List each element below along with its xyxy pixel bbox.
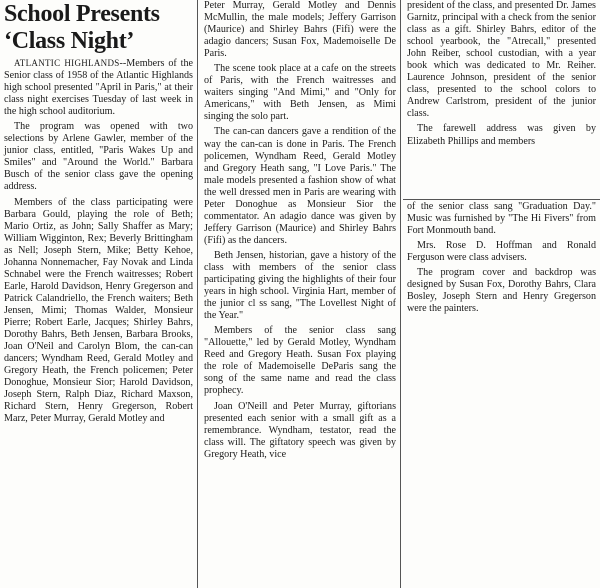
column-1-body <box>4 57 193 425</box>
paragraph: of the senior class sang "Graduation Day." Music was furnished by "The Hi Fivers" from Fort Monmouth band. <box>407 201 596 237</box>
paragraph: Joan O'Neill and Peter Murray, giftorians presented each senior with a small gift as a remembrance. Wyndham, testator, read the class will. The giftatory speech was given by Gregory Heath, vice <box>204 400 396 460</box>
paragraph: Beth Jensen, historian, gave a history of the class with members of the senior class participating giving the highlights of their four years in high school. Virginia Hart, member of the junior cl ss sang, "The Lovellest Night of the Year." <box>204 249 396 322</box>
paragraph: The can-can dancers gave a rendition of the way the can-can is done in Paris. The French policemen, Wyndham Reed, Gerald Motley and Gregory Heath sang, "I Love Paris." The male models presented a fashion show of what the well dressed men in Paris are wearing with Peter Donoghue as Monsieur Sior the commentator. An adagio dance was given by Jeffery Garrison (Maurice) and Shirley Bahrs (Fifi) as the dancers. <box>204 126 396 246</box>
column-2-body <box>204 0 396 461</box>
headline <box>4 1 197 55</box>
paragraph: Members of the class participating were Barbara Gould, playing the role of Beth; Mario Ortiz, as John; Sally Shaffer as Mary; William Wigginton, Rex; Beverly Brittingham as Nell; Joseph Stern, Mike; Betty Kehoe, Johanna Nonnemacher, Fay Novak and Linda Schnabel were the French waitresses; Robert Earle, Harold Davidson, Henry Gregerson and Patrick Calandriello, the French waiters; Beth Jensen, Mimi; Thomas Walder, Monsieur Pierre; Robert Earle, Jacques; Shirley Bahrs, Dorothy Bahrs, Beth Jensen, Barbara Brooks, Joan O'Neil and Carolyn Blom, the can-can dancers; Wyndham Reed, Gerald Motley and Gregory Heath, the French policemen; Peter Donoghue, Monsieur Sior; Harold Davidson, Joseph Stern, Ralph Diaz, Richard Maxson, Richard Stern, Henry Gregerson, Robert Marz, Peter Murray, Gerald Motley and <box>4 196 193 425</box>
paragraph: The program was opened with two selections by Arlene Gawler, member of the junior class, entitled, "Paris Wakes Up and Smiles" and "Around the World." Barbara Busch of the senior class gave the opening address. <box>4 121 193 193</box>
headline-line-1: School Presents <box>4 1 160 27</box>
paragraph: The program cover and backdrop was designed by Susan Fox, Dorothy Bahrs, Clara Bosley, Joseph Stern and Henry Gregerson were the painters. <box>407 267 596 315</box>
lead-text: --Members of the Senior class of 1958 of the Atlantic Highlands high school presented "April in Paris," at their class night exercises Tuesday of last week in the high school auditorium. <box>4 58 193 118</box>
dateline: ATLANTIC HIGHLANDS <box>14 58 120 68</box>
column-1 <box>0 0 198 588</box>
lead-paragraph <box>4 57 193 118</box>
column-3-top <box>403 0 600 200</box>
column-3-top-body <box>407 0 596 148</box>
paragraph: president of the class, and presented Dr. James Garnitz, principal with a check from the senior class as a gift. Shirley Bahrs, editor of the school yearbook, the "Atrecall," presented John Reiber, school custodian, with a year book which was dedicated to Mr. Reiher. Laurence Johnson, president of the senior class, presented to the school colors to Andrew Carlstrom, president of the junior class. <box>407 0 596 120</box>
column-3-bottom-body <box>407 201 596 315</box>
headline-line-2: ‘Class Night’ <box>4 28 135 54</box>
column-2 <box>200 0 401 588</box>
column-3-bottom <box>403 201 600 321</box>
paragraph: The farewell address was given by Elizabeth Phillips and members <box>407 123 596 147</box>
paragraph: The scene took place at a cafe on the streets of Paris, with the French waitresses and waiters singing "And Mimi," and "Only for Americans," with Beth Jensen, as Mimi singing the solo part. <box>204 63 396 123</box>
paragraph: Peter Murray, Gerald Motley and Dennis McMullin, the male models; Jeffery Garrison (Maurice) and Shirley Bahrs (Fifi) were the adagio dancers; Susan Fox, Mademoiselle De Paris. <box>204 0 396 60</box>
paragraph: Members of the senior class sang "Allouette," led by Gerald Motley, Wyndham Reed and Gregory Heath. Susan Fox playing the role of Mademoiselle DeParis sang the song of the same name and read the class prophecy. <box>204 325 396 397</box>
paragraph: Mrs. Rose D. Hoffman and Ronald Ferguson were class advisers. <box>407 240 596 264</box>
